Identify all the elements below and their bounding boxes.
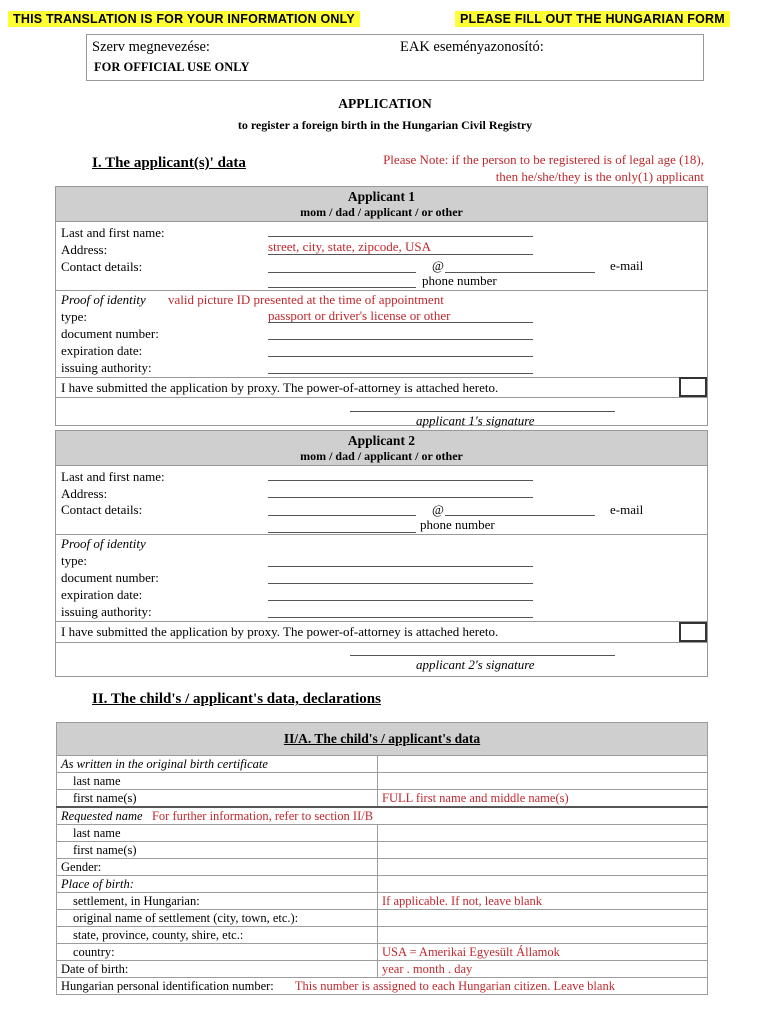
a1-docnum-label: document number: — [61, 326, 159, 341]
a2-phone-label: phone number — [420, 517, 495, 532]
place-of-birth-label: Place of birth: — [57, 876, 378, 893]
form-title: APPLICATION — [338, 96, 432, 111]
orig-last-name-label: last name — [57, 773, 378, 790]
applicant2-subheading: mom / dad / applicant / or other — [300, 449, 463, 463]
a2-docnum-field[interactable] — [268, 583, 533, 584]
fill-hungarian-banner: PLEASE FILL OUT THE HUNGARIAN FORM — [455, 11, 730, 27]
a1-issuing-label: issuing authority: — [61, 360, 152, 375]
a2-phone-field[interactable] — [268, 515, 416, 516]
pin-hint: This number is assigned to each Hungarian citizen. Leave blank — [294, 978, 615, 993]
child-table-title: II/A. The child's / applicant's data — [57, 723, 708, 756]
a1-exp-label: expiration date: — [61, 343, 143, 358]
country-label: country: — [57, 944, 378, 961]
a1-signature-label: applicant 1's signature — [416, 413, 535, 428]
a1-name-label: Last and first name: — [61, 225, 165, 240]
child-data-table — [56, 722, 708, 995]
legal-age-note-2: then he/she/they is the only(1) applicant — [495, 169, 704, 184]
applicant1-subheading: mom / dad / applicant / or other — [300, 205, 463, 219]
a1-phone-label: phone number — [422, 273, 497, 288]
a2-signature-line[interactable] — [350, 655, 615, 656]
pin-label: Hungarian personal identification number: — [61, 978, 274, 993]
a1-address-label: Address: — [61, 242, 108, 257]
state-label: state, province, county, shire, etc.: — [57, 927, 378, 944]
a2-proxy-text: I have submitted the application by proxy. The power-of-attorney is attached hereto. — [61, 624, 499, 639]
a1-proxy-checkbox[interactable] — [679, 377, 707, 397]
requested-name-label: Requested name — [61, 808, 143, 823]
a1-address-hint: street, city, state, zipcode, USA — [268, 239, 432, 254]
req-last-name-label: last name — [57, 825, 378, 842]
a1-type-hint: passport or driver's license or other — [268, 308, 451, 323]
a2-divider-1 — [55, 534, 708, 535]
a2-email-field[interactable] — [445, 515, 595, 516]
a2-name-field[interactable] — [268, 480, 533, 481]
a1-proxy-text: I have submitted the application by proxy. The power-of-attorney is attached hereto. — [61, 380, 499, 395]
a2-proxy-checkbox[interactable] — [679, 622, 707, 642]
requested-name-hint: For further information, refer to section II/B — [151, 808, 374, 823]
state-field[interactable] — [378, 927, 708, 944]
orig-settlement-field[interactable] — [378, 910, 708, 927]
a1-docnum-field[interactable] — [268, 339, 533, 340]
a2-type-label: type: — [61, 553, 87, 568]
a2-issuing-label: issuing authority: — [61, 604, 152, 619]
applicant1-header — [55, 186, 708, 222]
translation-banner: THIS TRANSLATION IS FOR YOUR INFORMATION ONLY — [8, 11, 360, 27]
dob-field[interactable]: year . month . day — [378, 961, 708, 978]
req-first-names-field[interactable] — [378, 842, 708, 859]
a2-contact-label: Contact details: — [61, 502, 143, 517]
applicant2-heading: Applicant 2 — [347, 433, 416, 448]
orig-settlement-label: original name of settlement (city, town, etc.): — [57, 910, 378, 927]
eak-label: EAK eseményazonosító: — [400, 39, 544, 55]
a1-email-label: e-mail — [610, 258, 644, 273]
a2-type-field[interactable] — [268, 566, 533, 567]
a2-proof-label: Proof of identity — [61, 536, 146, 551]
a1-phone-field[interactable] — [268, 272, 416, 273]
a1-at-sign: @ — [432, 258, 444, 273]
a2-docnum-label: document number: — [61, 570, 159, 585]
applicant2-header — [55, 430, 708, 466]
orig-last-name-field[interactable] — [378, 773, 708, 790]
req-first-names-label: first name(s) — [57, 842, 378, 859]
as-written-label: As written in the original birth certificate — [57, 756, 378, 773]
a2-address-field[interactable] — [268, 497, 533, 498]
form-subtitle: to register a foreign birth in the Hungarian Civil Registry — [237, 118, 533, 132]
gender-label: Gender: — [57, 859, 378, 876]
a1-proof-label: Proof of identity — [61, 292, 146, 307]
a1-phone-line2 — [268, 287, 416, 288]
a1-type-label: type: — [61, 309, 87, 324]
a1-contact-label: Contact details: — [61, 259, 143, 274]
a1-type-field[interactable] — [268, 322, 533, 323]
official-use-text: FOR OFFICIAL USE ONLY — [94, 60, 250, 74]
a1-divider-2 — [55, 377, 708, 378]
a1-signature-line[interactable] — [350, 411, 615, 412]
section1-title: I. The applicant(s)' data — [92, 155, 246, 171]
orig-first-names-field[interactable]: FULL first name and middle name(s) — [378, 790, 708, 808]
a1-name-field[interactable] — [268, 236, 533, 237]
requested-name-row — [57, 807, 708, 825]
a2-email-label: e-mail — [610, 502, 644, 517]
a1-divider-1 — [55, 290, 708, 291]
a2-phone-line2 — [268, 532, 416, 533]
a1-divider-3 — [55, 397, 708, 398]
a1-address-field[interactable] — [268, 254, 533, 255]
a2-at-sign: @ — [432, 502, 444, 517]
a2-exp-field[interactable] — [268, 600, 533, 601]
legal-age-note-1: Please Note: if the person to be registered is of legal age (18), — [383, 152, 704, 167]
place-of-birth-cell — [378, 876, 708, 893]
a1-issuing-field[interactable] — [268, 373, 533, 374]
a2-divider-2 — [55, 621, 708, 622]
applicant1-heading: Applicant 1 — [347, 189, 416, 204]
a2-signature-label: applicant 2's signature — [416, 657, 535, 672]
settlement-field[interactable]: If applicable. If not, leave blank — [378, 893, 708, 910]
country-field[interactable]: USA = Amerikai Egyesült Államok — [378, 944, 708, 961]
a2-exp-label: expiration date: — [61, 587, 143, 602]
a1-exp-field[interactable] — [268, 356, 533, 357]
gender-field[interactable] — [378, 859, 708, 876]
a2-address-label: Address: — [61, 486, 108, 501]
req-last-name-field[interactable] — [378, 825, 708, 842]
a1-proof-hint: valid picture ID presented at the time of appointment — [168, 292, 444, 307]
orig-first-names-label: first name(s) — [57, 790, 378, 808]
section2-title: II. The child's / applicant's data, declarations — [92, 691, 381, 707]
a2-issuing-field[interactable] — [268, 617, 533, 618]
dob-label: Date of birth: — [57, 961, 378, 978]
pin-row — [57, 978, 708, 995]
as-written-cell — [378, 756, 708, 773]
a2-name-label: Last and first name: — [61, 469, 165, 484]
settlement-label: settlement, in Hungarian: — [57, 893, 378, 910]
org-name-label: Szerv megnevezése: — [92, 39, 210, 55]
a2-divider-3 — [55, 642, 708, 643]
